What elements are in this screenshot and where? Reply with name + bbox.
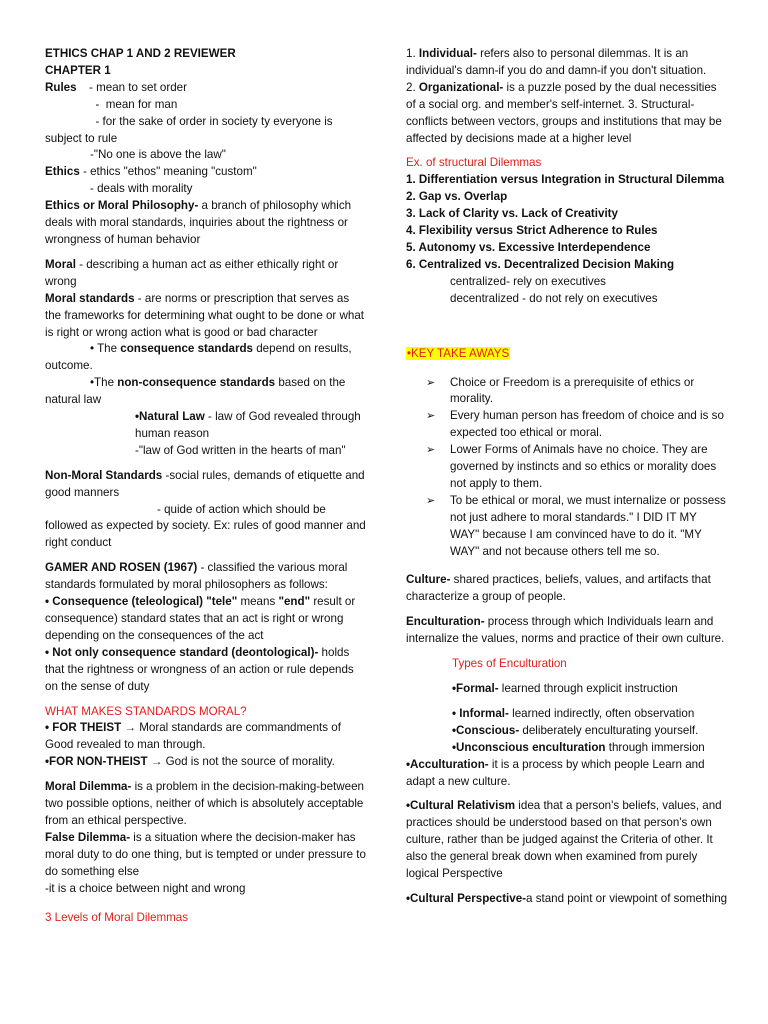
document-title: ETHICS CHAP 1 AND 2 REVIEWER <box>45 47 236 60</box>
cultural-perspective-entry: •Cultural Perspective-a stand point or viewpoint of something <box>406 891 728 905</box>
structural-item: 5. Autonomy vs. Excessive Interdependence <box>406 240 651 254</box>
theist-entry: • FOR THEIST → Moral standards are commandments of Good revealed to man through. <box>45 721 341 752</box>
right-column <box>406 46 728 908</box>
gamer-rosen-entry: GAMER AND ROSEN (1967) - classified the various moral standards formulated by moral philosophers as follows: <box>45 561 348 592</box>
rules-def-3-cont: subject to rule <box>45 131 118 145</box>
rules-term: Rules <box>45 80 77 94</box>
culture-entry: Culture- shared practices, beliefs, values, and artifacts that characterize a group of people. <box>406 573 711 604</box>
non-moral-standards-cont: followed as expected by society. Ex: rules of good manner and right conduct <box>45 519 366 550</box>
structural-item: 2. Gap vs. Overlap <box>406 190 508 204</box>
acculturation-entry: •Acculturation- it is a process by which people Learn and adapt a new culture. <box>406 757 705 788</box>
non-consequence-standards-cont: natural law <box>45 393 102 407</box>
structural-item: 4. Flexibility versus Strict Adherence to Rules <box>406 224 658 238</box>
conscious-entry: •Conscious- deliberately enculturating yourself. <box>452 723 699 737</box>
rules-entry <box>45 80 367 97</box>
enculturation-entry: Enculturation- process through which Individuals learn and internalize the values, norms and practice of their own culture. <box>406 615 725 646</box>
types-of-enculturation-heading: Types of Enculturation <box>452 657 567 671</box>
levels-heading: 3 Levels of Moral Dilemmas <box>45 910 189 924</box>
rules-def-3: - for the sake of order in society ty everyone is <box>89 114 333 128</box>
non-moral-standards-entry: Non-Moral Standards -social rules, demands of etiquette and good manners <box>45 468 365 499</box>
non-consequence-standards-entry: •The non-consequence standards based on the <box>90 376 346 390</box>
arrow-bullet-icon: ➢ <box>426 376 436 389</box>
consequence-teleological-entry: • Consequence (teleological) "tele" means "end" result or consequence) standard states that an act is right or wrong depending on the consequences of the act <box>45 595 356 642</box>
moral-dilemma-entry: Moral Dilemma- is a problem in the decision-making-between two possible options, neither of which is absolutely acceptable from an ethical perspective. <box>45 780 364 827</box>
moral-entry: Moral - describing a human act as either ethically right or wrong <box>45 257 339 288</box>
moral-standards-entry: Moral standards - are norms or prescription that serves as the frameworks for determining what ought to be done or what is right or wrong action what is good or bad character <box>45 291 365 339</box>
structural-dilemmas-heading: Ex. of structural Dilemmas <box>406 156 542 170</box>
rules-quote: -"No one is above the law" <box>90 148 226 162</box>
arrow-bullet-icon: ➢ <box>426 494 436 507</box>
non-moral-standards-def-2: - quide of action which should be <box>157 502 326 516</box>
list-item: ➢ Every human person has freedom of choice and is so expected too ethical or moral. <box>406 408 728 442</box>
key-takeaways-list <box>406 375 728 561</box>
arrow-bullet-icon: ➢ <box>426 410 436 423</box>
list-item: ➢ Lower Forms of Animals have no choice. They are governed by instincts and so ethics or morality does not apply to them. <box>406 442 728 493</box>
false-dilemma-def-2: -it is a choice between night and wrong <box>45 881 246 895</box>
non-theist-entry: •FOR NON-THEIST → God is not the source of morality. <box>45 755 335 769</box>
chapter-title: CHAPTER 1 <box>45 63 111 77</box>
natural-law-entry: •Natural Law - law of God revealed through human reason <box>135 410 361 440</box>
consequence-standards-cont: outcome. <box>45 359 93 373</box>
ethics-philosophy-entry: Ethics or Moral Philosophy- a branch of philosophy which deals with moral standards, inquiries about the rightness or wrongness of human behavior <box>45 199 352 246</box>
key-takeaways-heading: •KEY TAKE AWAYS <box>407 346 510 360</box>
rules-def-1: - mean to set order <box>89 80 187 94</box>
ethics-def-2: - deals with morality <box>90 182 193 196</box>
rules-def-2: - mean for man <box>89 97 178 111</box>
structural-item: 1. Differentiation versus Integration in Structural Dilemma <box>406 173 725 187</box>
deontological-entry: • Not only consequence standard (deontological)- holds that the rightness or wrongness of an action or rule depends on the sense of duty <box>45 645 354 693</box>
consequence-standards-entry: • The consequence standards depend on results, <box>90 342 352 356</box>
what-makes-standards-moral-heading: WHAT MAKES STANDARDS MORAL? <box>45 704 247 718</box>
individual-entry: 1. Individual- refers also to personal dilemmas. It is an individual's damn-if you do and damn-if you don't situation. <box>406 47 707 77</box>
decentralized-line: decentralized - do not rely on executives <box>450 291 658 305</box>
list-item: ➢ To be ethical or moral, we must internalize or possess not just adhere to moral standards." I DID IT MY WAY" because I am convinced have to do it. "MY WAY" and not because others tell me so. <box>406 493 728 561</box>
structural-item: 6. Centralized vs. Decentralized Decision Making <box>406 257 675 271</box>
natural-law-quote: -"law of God written in the hearts of man" <box>135 443 346 457</box>
ethics-entry: Ethics - ethics "ethos" meaning "custom" <box>45 165 257 179</box>
unconscious-entry: •Unconscious enculturation through immersion <box>452 740 705 754</box>
cultural-relativism-entry: •Cultural Relativism idea that a person's beliefs, values, and practices should be understood based on that person's own culture, rather than be judged against the Criteria of other. It also the general break down when examined from purely logical Perspective <box>406 799 722 881</box>
false-dilemma-entry: False Dilemma- is a situation where the decision-maker has moral duty to do one thing, but is tempted or under pressure to do something else <box>45 830 366 878</box>
arrow-bullet-icon: ➢ <box>426 444 436 457</box>
list-item: ➢ Choice or Freedom is a prerequisite of ethics or morality. <box>406 375 728 409</box>
centralized-line: centralized- rely on executives <box>450 274 606 288</box>
formal-entry: •Formal- learned through explicit instruction <box>452 682 678 695</box>
structural-item: 3. Lack of Clarity vs. Lack of Creativity <box>406 207 618 221</box>
left-column <box>45 46 367 926</box>
informal-entry: • Informal- learned indirectly, often observation <box>452 706 695 720</box>
organizational-entry: 2. Organizational- is a puzzle posed by the dual necessities of a social org. and member's self-internet. 3. Structural- conflicts between vectors, groups and institutions that may be affected by decisions made at a higher level <box>406 80 722 145</box>
